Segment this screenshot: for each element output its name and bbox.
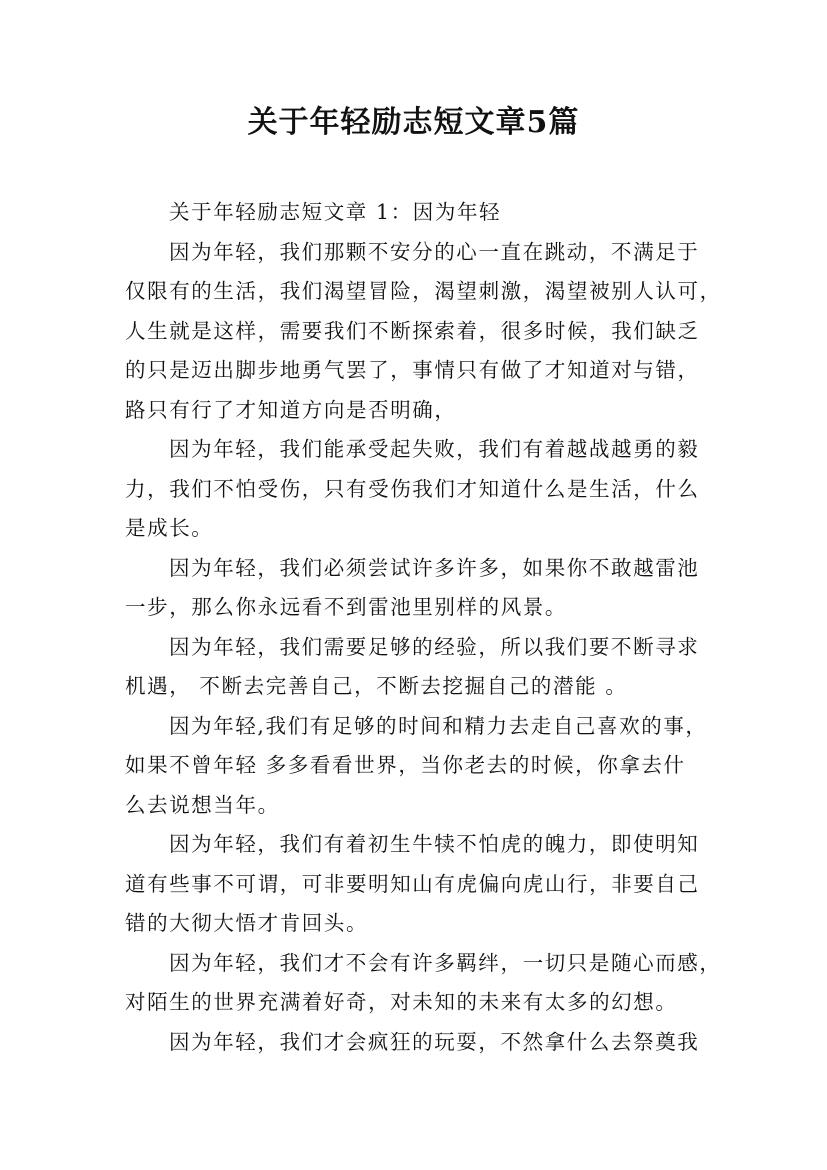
text-line: 么去说想当年。 <box>125 792 280 817</box>
text-line: 因为年轻，我们需要足够的经验，所以我们要不断寻求 <box>169 634 700 659</box>
text-line: 因为年轻，我们才不会有许多羁绊，一切只是随心而感， <box>169 950 722 975</box>
text-line: 关于年轻励志短文章 1：因为年轻 <box>169 200 502 224</box>
text-line: 是成长。 <box>125 516 214 540</box>
text-line: 道有些事不可谓，可非要明知山有虎偏向虎山行，非要自己 <box>125 871 700 896</box>
text-line: 的只是迈出脚步地勇气罢了，事情只有做了才知道对与错， <box>125 358 700 382</box>
text-line: 如果不曾年轻 多多看看世界，当你老去的时候，你拿去什 <box>125 753 686 777</box>
document-title: 关于年轻励志短文章5篇 <box>247 105 580 140</box>
text-line: 仅限有的生活，我们渴望冒险，渴望刺激，渴望被别人认可， <box>125 279 722 303</box>
text-line: 因为年轻，我们能承受起失败，我们有着越战越勇的毅 <box>169 437 700 461</box>
text-line: 机遇， 不断去完善自己，不断去挖掘自己的潜能 。 <box>125 674 628 698</box>
text-line: 因为年轻,我们有足够的时间和精力去走自己喜欢的事， <box>169 713 708 738</box>
text-line: 因为年轻，我们才会疯狂的玩耍，不然拿什么去祭奠我 <box>169 1029 700 1054</box>
text-line: 对陌生的世界充满着好奇，对未知的未来有太多的幻想。 <box>125 990 678 1014</box>
text-line: 力，我们不怕受伤，只有受伤我们才知道什么是生活，什么 <box>125 476 700 501</box>
text-line: 因为年轻，我们有着初生牛犊不怕虎的魄力，即使明知 <box>169 832 700 856</box>
text-line: 路只有行了才知道方向是否明确， <box>125 397 457 422</box>
text-line: 因为年轻，我们必须尝试许多许多，如果你不敢越雷池 <box>169 555 700 580</box>
text-line: 一步，那么你永远看不到雷池里别样的风景。 <box>125 595 567 619</box>
text-line: 因为年轻，我们那颗不安分的心一直在跳动，不满足于 <box>169 239 700 264</box>
text-line: 错的大彻大悟才肯回头。 <box>125 911 369 935</box>
document-body <box>125 193 722 1062</box>
text-line: 人生就是这样，需要我们不断探索着，很多时候，我们缺乏 <box>125 318 700 343</box>
